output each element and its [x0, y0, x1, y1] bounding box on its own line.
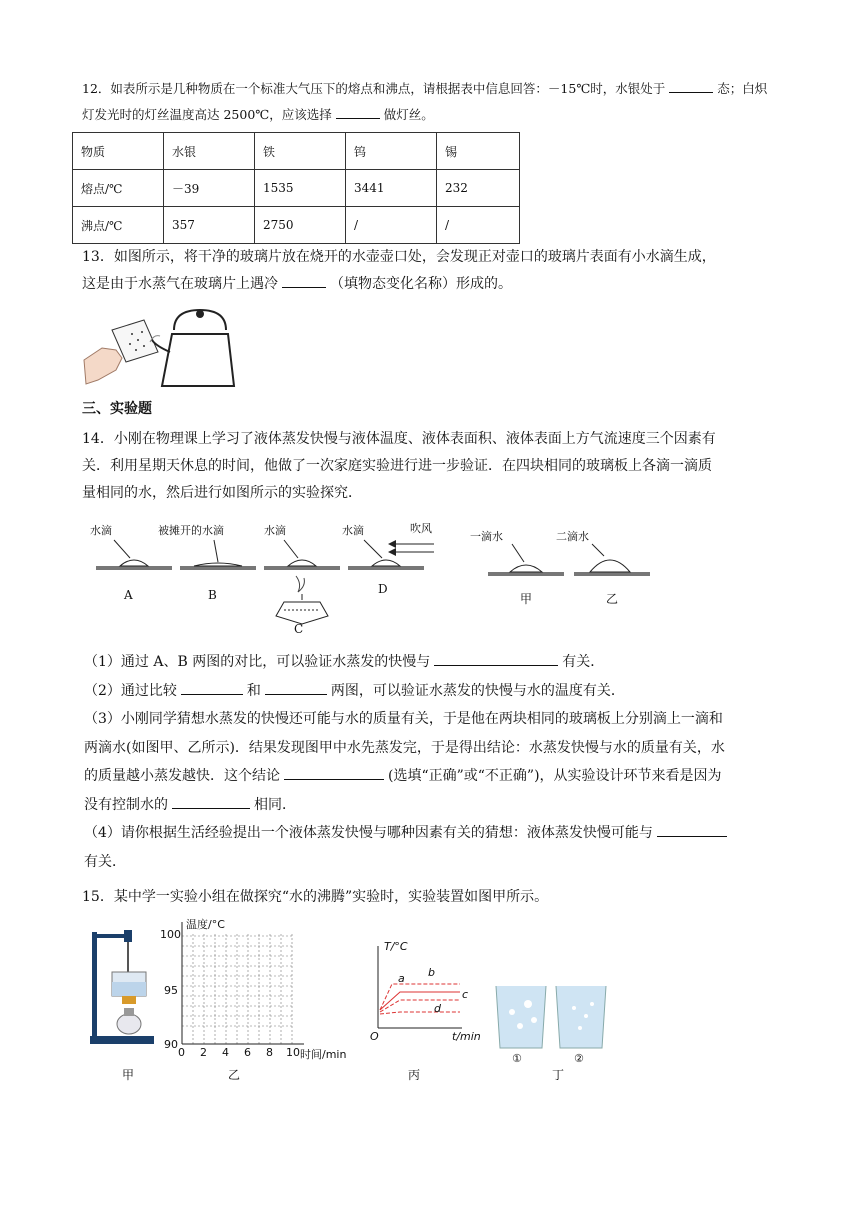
tick-label: 6 [244, 1046, 251, 1059]
table-cell: 铁 [255, 133, 346, 170]
table-row [73, 133, 520, 170]
q14-blank-5[interactable] [172, 794, 250, 809]
tick-label: 95 [164, 984, 178, 997]
table-cell: 沸点/℃ [73, 207, 164, 244]
graph-ylabel: T/°C [384, 940, 408, 953]
table-cell: 水银 [164, 133, 255, 170]
q14-blank-3[interactable] [265, 680, 327, 695]
melting-boiling-table [72, 132, 520, 244]
figure-label: 吹风 [410, 522, 432, 535]
curve-label: b [428, 966, 435, 979]
figure-caption: 丁 [552, 1068, 565, 1082]
q12-line1: 12．如表所示是几种物质在一个标准大气压下的熔点和沸点，请根据表中信息回答：－15℃时，水银处于 [82, 81, 666, 96]
tick-label: 4 [222, 1046, 229, 1059]
figure-label: 二滴水 [556, 530, 589, 543]
grid-xlabel: 时间/min [300, 1048, 347, 1061]
grid-ylabel: 温度/°C [186, 918, 225, 931]
table-row [73, 170, 520, 207]
table-cell: 物质 [73, 133, 164, 170]
evaporation-figure [84, 520, 664, 642]
q12-blank-2[interactable] [336, 104, 380, 119]
figure-caption: D [378, 582, 388, 596]
q14-intro: 14．小刚在物理课上学习了液体蒸发快慢与液体温度、液体表面积、液体表面上方气流速度三个因素有 关．利用星期天休息的时间，他做了一次家庭实验进行进一步验证．在四块相同的玻璃板上各滴一滴质 量相同的水，然后进行如图所示的实验探究． [82, 431, 716, 501]
figure-label: 被摊开的水滴 [158, 524, 224, 537]
curve-label: a [398, 972, 405, 985]
tick-label: 10 [286, 1046, 300, 1059]
q12-line2: 灯发光时的灯丝温度高达 2500℃，应该选择 [82, 107, 332, 122]
kettle-figure [82, 300, 242, 390]
figure-label: 水滴 [264, 524, 286, 537]
table-cell: －39 [164, 170, 255, 207]
table-cell: 2750 [255, 207, 346, 244]
beaker-icon [556, 986, 606, 1048]
table-cell: 熔点/℃ [73, 170, 164, 207]
alcohol-lamp-icon [276, 576, 328, 624]
section-heading: 三、实验题 [82, 401, 152, 417]
figure-caption: 乙 [228, 1068, 241, 1082]
table-cell: 钨 [346, 133, 437, 170]
figure-caption: 甲 [122, 1068, 135, 1082]
figure-caption: 丙 [408, 1068, 421, 1082]
tick-label: 0 [178, 1046, 185, 1059]
q15-text: 15．某中学一实验小组在做探究“水的沸腾”实验时，实验装置如图甲所示。 [82, 889, 549, 905]
figure-caption: C [294, 622, 304, 636]
tick-label: 8 [266, 1046, 273, 1059]
figure-caption: 乙 [606, 592, 619, 606]
curve-label: d [434, 1002, 441, 1015]
figure-label: 一滴水 [470, 530, 503, 543]
table-cell: 锡 [437, 133, 520, 170]
q12-blank-1[interactable] [669, 78, 713, 93]
table-cell: / [346, 207, 437, 244]
kettle-icon [150, 310, 234, 386]
iron-stand-icon [90, 930, 154, 1044]
tick-label: 2 [200, 1046, 207, 1059]
table-cell: 1535 [255, 170, 346, 207]
figure-caption: 甲 [520, 592, 533, 606]
q13-text: 13．如图所示，将干净的玻璃片放在烧开的水壶壶口处，会发现正对壶口的玻璃片表面有小水滴生成， 这是由于水蒸气在玻璃片上遇冷 （填物态变化名称）形成的。 [82, 249, 716, 292]
table-cell: 357 [164, 207, 255, 244]
figure-label: 水滴 [342, 524, 364, 537]
figure-caption: B [208, 588, 217, 602]
q14-blank-6[interactable] [657, 822, 727, 837]
temperature-time-graph [378, 946, 462, 1028]
q14-blank-4[interactable] [284, 765, 384, 780]
figure-label: 水滴 [90, 524, 112, 537]
curve-label: c [462, 988, 469, 1001]
tick-label: 100 [160, 928, 181, 941]
table-cell: 3441 [346, 170, 437, 207]
hand-icon [84, 348, 122, 384]
boiling-figure [82, 916, 702, 1086]
beaker-label: ① [512, 1052, 522, 1065]
q14-blank-2[interactable] [181, 680, 243, 695]
q14-blank-1[interactable] [434, 651, 558, 666]
beaker-icon [496, 986, 546, 1048]
q14-subquestions: （1）通过 A、B 两图的对比，可以验证水蒸发的快慢与 有关． （2）通过比较 和 两图，可以验证水蒸发的快慢与水的温度有关． （3）小刚同学猜想水蒸发的快慢还可能与水的质量有关，于是他在两块相同的玻璃板上分别滴上一滴和 两滴水(如图甲、乙所示)．结果发现图甲中水先蒸发完，于是得出结论：水蒸发快慢与水的质量有关，水 的质量越小蒸发越快．这个结论 (选填“正确”或“不正确”)，从实验设计环节来看是因为 没有控制水的 相同． （4）请你根据生活经验提出一个液体蒸发快慢与哪种因素有关的猜想：液体蒸发快慢可能与 有关． [84, 648, 784, 876]
temperature-grid [182, 934, 294, 1044]
table-cell: 232 [437, 170, 520, 207]
graph-origin: O [370, 1030, 379, 1043]
q12-text: 12．如表所示是几种物质在一个标准大气压下的熔点和沸点，请根据表中信息回答：－15℃时，水银处于 态；白炽 灯发光时的灯丝温度高达 2500℃，应该选择 做灯丝。 [82, 76, 782, 128]
graph-xlabel: t/min [452, 1030, 481, 1043]
q13-blank[interactable] [282, 273, 326, 288]
tick-label: 90 [164, 1038, 178, 1051]
table-row [73, 207, 520, 244]
table-cell: / [437, 207, 520, 244]
beaker-label: ② [574, 1052, 584, 1065]
figure-caption: A [124, 588, 133, 602]
